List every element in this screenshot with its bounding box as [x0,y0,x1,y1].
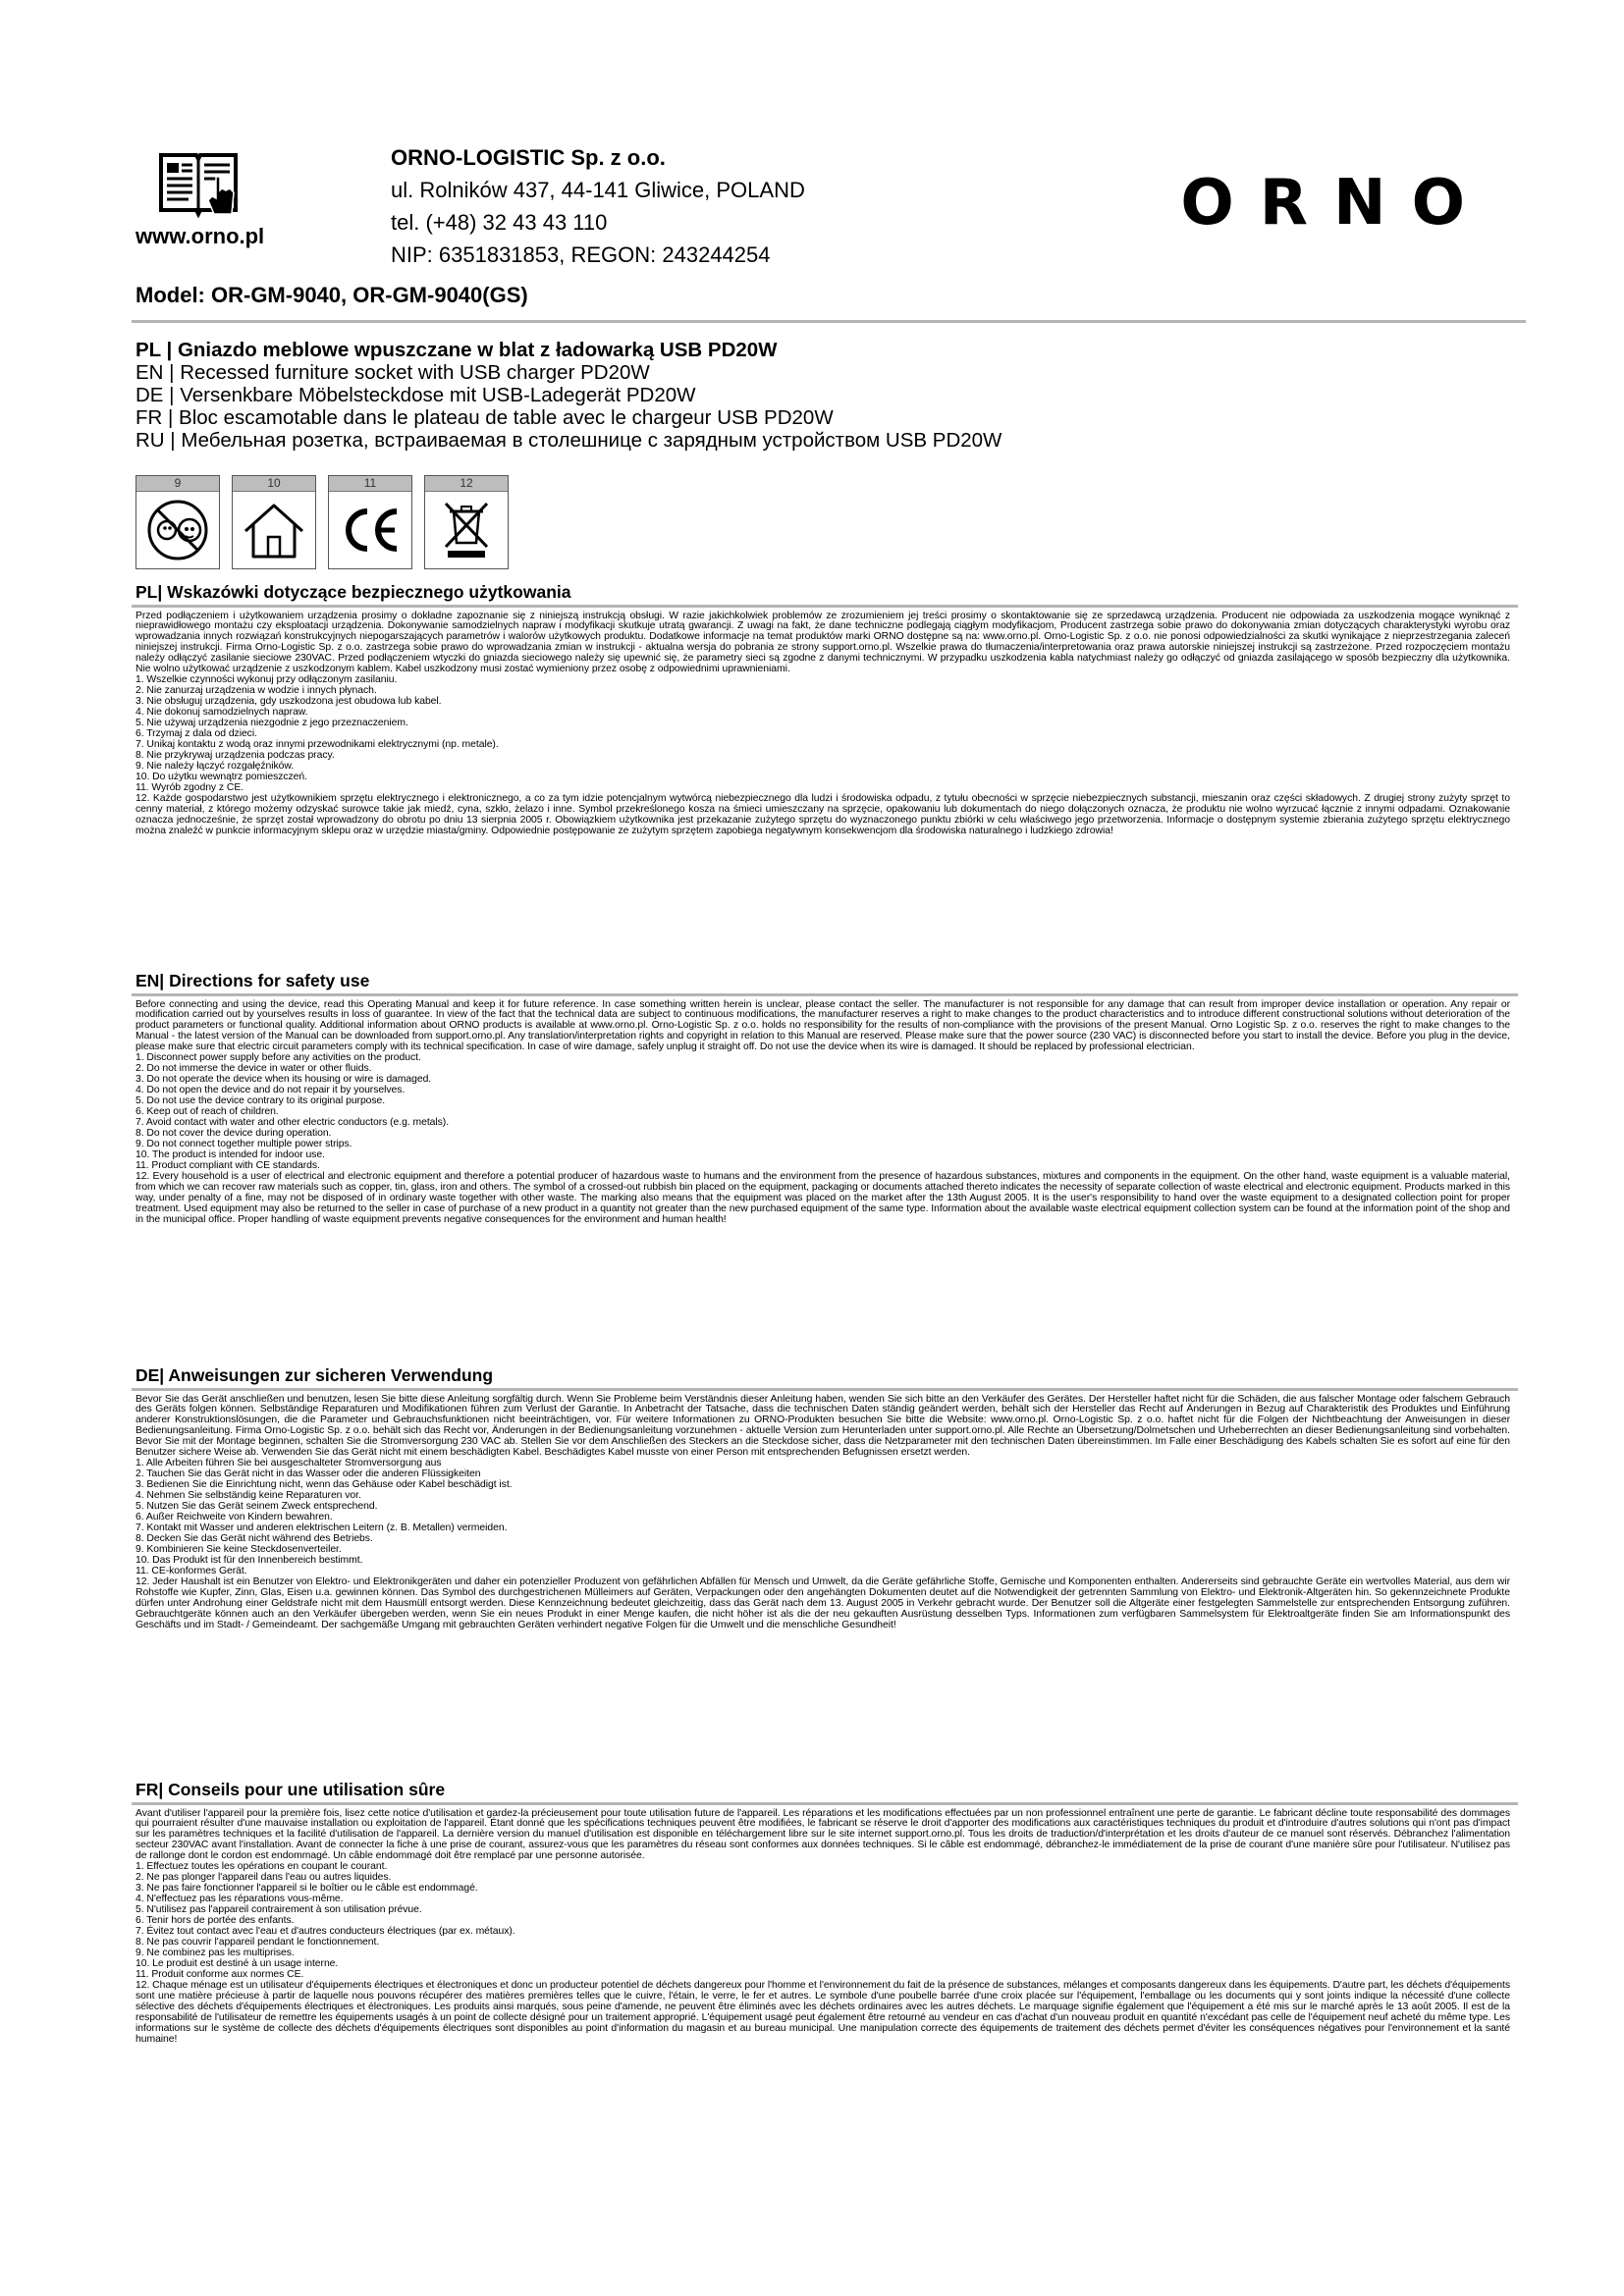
section-outro: 12. Każde gospodarstwo jest użytkownikiem sprzętu elektrycznego i elektronicznego, a co za tym idzie potencjalnym wytwórcą niebezpiecznego dla ludzi i środowiska odpadu, z tytułu obecności w sprzęcie niebezpiecznych substancji, mieszanin oraz części składowych. Z drugiej strony zużyty sprzęt to cenny materiał, z którego możemy odzyskać surowce takie jak miedź, cyna, szkło, żelazo i inne. Symbol przekreślonego kosza na śmieci umieszczany na sprzęcie, opakowaniu lub dokumentach do niego dołączonych oznacza, że produktu nie wolno wyrzucać łącznie z innymi odpadami. Oznakowanie oznacza jednocześnie, że sprzęt został wprowadzony do obrotu po dniu 13 sierpnia 2005 r. Obowiązkiem użytkownika jest przekazanie zużytego sprzętu do wyznaczonego punktu zbiórki w celu właściwego jego przetworzenia. Informacje o dostępnym systemie zbierania zużytego sprzętu elektrycznego można znaleźć w punkcie informacyjnym sklepu oraz w urzędzie miasta/gminy. Odpowiednie postępowanie ze zużytym sprzętem zapobiega negatywnym konsekwencjom dla środowiska naturalnego i ludzkiego zdrowia! [135,792,1510,836]
header [135,137,1490,265]
title-fr: FR | Bloc escamotable dans le plateau de table avec le chargeur USB PD20W [135,406,834,429]
pictogram-10 [232,475,316,569]
list-item: 7. Unikaj kontaktu z wodą oraz innymi przewodnikami elektrycznymi (np. metale). [135,738,499,750]
pictogram-number: 12 [425,476,508,492]
list-item: 7. Évitez tout contact avec l'eau et d'autres conducteurs électriques (par ex. métaux). [135,1925,515,1937]
company-info [391,141,805,271]
pictogram-12 [424,475,509,569]
section-de [135,1364,1510,1630]
list-item: 8. Nie przykrywaj urządzenia podczas pracy. [135,749,335,761]
children-prohibited-icon [143,498,212,562]
pictogram-number: 9 [136,476,219,492]
section-body [135,612,1510,837]
list-item: 1. Wszelkie czynności wykonuj przy odłączonym zasilaniu. [135,674,398,686]
list-item: 6. Trzymaj z dala od dzieci. [135,727,257,739]
divider [132,320,1526,323]
list-item: 1. Disconnect power supply before any activities on the product. [135,1052,421,1064]
list-item: 3. Bedienen Sie die Einrichtung nicht, wenn das Gehäuse oder Kabel beschädigt ist. [135,1479,513,1491]
pictogram-number: 11 [329,476,411,492]
list-item: 3. Ne pas faire fonctionner l'appareil si le boîtier ou le câble est endommagé. [135,1883,478,1895]
pictogram-9 [135,475,220,569]
section-pl [135,581,1510,837]
section-outro: 12. Jeder Haushalt ist ein Benutzer von Elektro- und Elektronikgeräten und daher ein potenzieller Produzent von gefährlichen Abfällen für Mensch und Umwelt, da die Geräte gefährliche Stoffe, Gemische und Komponenten enthalten. Andererseits sind gebrauchte Geräte ein wertvolles Material, aus dem wir Rohstoffe wie Kupfer, Zinn, Glas, Eisen u.a. gewinnen können. Das Symbol des durchgestrichenen Mülleimers auf Geräten, Verpackungen oder den angehängten Dokumenten deutet auf die Notwendigkeit der getrennten Sammlung von Elektro- und Elektronik-Altgeräten hin. So gekennzeichnete Produkte dürfen unter Androhung einer Geldstrafe nicht mit dem Hausmüll entsorgt werden. Diese Kennzeichnung bedeutet gleichzeitig, dass das Gerät nach dem 13. August 2005 in Verkehr gebracht wurde. Der Benutzer soll die Altgeräte einer festgelegten Sammelstelle zur entsprechenden Entsorgung zuführen. Gebrauchtgeräte können auch an den Verkäufer übergeben werden, wenn Sie ein neues Produkt in einer Menge kaufen, die nicht höher ist als die der neu gekauften Ausrüstung desselben Typs. Informationen zum verfügbaren Sammelsystem für Elektroaltgeräte finden Sie am Informationspunkt des Geschäfts und im Stadt- / Gemeindeamt. Der sachgemäße Umgang mit gebrauchten Geräten verhindert negative Folgen für die Umwelt und die menschliche Gesundheit! [135,1575,1510,1630]
list-item: 2. Tauchen Sie das Gerät nicht in das Wasser oder die anderen Flüssigkeiten [135,1468,481,1480]
list-item: 6. Keep out of reach of children. [135,1106,279,1118]
pictogram-11 [328,475,412,569]
crossed-bin-weee-icon [432,498,501,562]
list-item: 5. N'utilisez pas l'appareil contrairement à son utilisation prévue. [135,1904,422,1916]
section-heading: PL| Wskazówki dotyczące bezpiecznego użytkowania [135,582,571,602]
section-intro: Bevor Sie das Gerät anschließen und benutzen, lesen Sie bitte diese Anleitung sorgfältig durch. Wenn Sie Probleme beim Verständnis dieser Anleitung haben, wenden Sie sich bitte an den Verkäufer des Gerätes. Der Hersteller haftet nicht für die Schäden, die aus falscher Montage oder falschem Gebrauch des Geräts folgen können. Selbständige Reparaturen und Modifikationen führen zum Verlust der Garantie. In Anbetracht der Tatsache, dass die technischen Daten ständig geändert werden, behält sich der Hersteller das Recht auf Änderungen in Bezug auf Charakteristik des Produktes und Einführung anderer Konstruktionslösungen, die die Parameter und Gebrauchsfunktionen nicht beeinträchtigen, vor. Für weitere Informationen zu ORNO-Produkten besuchen Sie bitte die Website: www.orno.pl. Orno-Logistic Sp. z o.o. haftet nicht für die Folgen der Nichtbeachtung der Anweisungen in dieser Bedienungsanleitung. Firma Orno-Logistic Sp. z o.o. behält sich das Recht vor, Änderungen in der Bedienungsanleitung vorzunehmen - aktuelle Version zum Herunterladen unter support.orno.pl. Alle Rechte an Übersetzung/Dolmetschen und Urheberrechten an dieser Bedienungsanleitung sind vorbehalten. Bevor Sie mit der Montage beginnen, schalten Sie die Stromversorgung 230 VAC ab. Stellen Sie vor dem Anschließen des Steckers an die Steckdose sicher, dass die Netzparameter mit den technischen Daten übereinstimmen. Im Falle einer Beschädigung des Kabels schalten Sie es sofort auf eine für den Benutzer sichere Weise ab. Verwenden Sie das Gerät nicht mit einem beschädigten Kabel. Beschädigtes Kabel musste von einer Person mit entsprechenden Befugnissen ersetzt werden. [135,1393,1510,1459]
list-item: 7. Avoid contact with water and other electric conductors (e.g. metals). [135,1116,450,1128]
company-address: ul. Rolników 437, 44-141 Gliwice, POLAND [391,178,805,202]
section-outro: 12. Chaque ménage est un utilisateur d'équipements électriques et électroniques et donc un producteur potentiel de déchets dangereux pour l'homme et l'environnement du fait de la présence de substances, mélanges et composants dangereux dans les équipements. D'autre part, les déchets d'équipements sont une matière précieuse à partir de laquelle nous pouvons récupérer des matières premières telles que le cuivre, l'étain, le verre, le fer et autres. Le symbole d'une poubelle barrée d'une croix placée sur l'équipement, l'emballage ou les documents qui y sont joints indique la nécessité d'une collecte sélective des déchets d'équipements électriques et électroniques. Les produits ainsi marqués, sous peine d'amende, ne peuvent être éliminés avec les déchets ordinaires avec les autres déchets. Le marquage signifie également que l'équipement a été mis sur le marché après le 13 août 2005. Il est de la responsabilité de l'utilisateur de remettre les équipements usagés à un point de collecte désigné pour un traitement approprié. L'équipement usagé peut également être retourné au vendeur en cas d'achat d'un nouveau produit en quantité n'excédant pas celle de l'équipement neuf acheté du même type. Les informations sur le système de collecte des déchets d'équipements électriques sont disponibles au point d'information du magasin et au bureau municipal. Une manipulation correcte des équipements de traitement des déchets permet d'éviter les conséquences négatives pour l'environnement et la santé humaine! [135,1979,1510,2045]
list-item: 10. Do użytku wewnątrz pomieszczeń. [135,771,307,782]
section-intro: Avant d'utiliser l'appareil pour la première fois, lisez cette notice d'utilisation et gardez-la précieusement pour toute utilisation future de l'appareil. Les réparations et les modifications effectuées par un non professionnel entraînent une perte de garantie. Le fabricant décline toute responsabilité des dommages qui pourraient résulter d'une mauvaise installation ou exploitation de l'appareil. Étant donné que les spécifications techniques peuvent être modifiées, le fabricant se réserve le droit d'apporter des modifications aux caractéristiques techniques du produit et d'introduire d'autres solutions qui n'ont pas d'impact sur les paramètres techniques et la facilité d'utilisation de l'appareil. La dernière version du manuel d'utilisation est disponible en téléchargement libre sur le site internet support.orno.pl. Tous les droits de traduction/d'interprétation et les droits d'auteur de ce manuel sont réservés. Débranchez l'alimentation secteur 230VAC avant l'installation. Avant de connecter la fiche à une prise de courant, assurez-vous que les paramètres du réseau sont conformes aux données techniques. Si le câble est endommagé, débranchez-le immédiatement de la prise de courant d'une manière sûre pour l'utilisateur. N'utilisez pas de rallonge dont le cordon est endommagé. Un câble endommagé doit être remplacé par une personne autorisée. [135,1807,1510,1862]
section-en [135,970,1510,1226]
list-item: 1. Effectuez toutes les opérations en coupant le courant. [135,1861,388,1873]
section-intro: Before connecting and using the device, read this Operating Manual and keep it for future reference. In case something written herein is unclear, please contact the seller. The manufacturer is not responsible for any damage that can result from improper device installation or operation. Any repair or modification carried out by yourselves results in loss of guarantee. In view of the fact that the technical data are subject to continuous modifications, the manufacturer reserves a right to make changes to the product characteristics and to introduce different constructional solutions without deterioration of the product parameters or functional quality. Additional information about ORNO products is available at www.orno.pl. Orno-Logistic Sp. z o.o. holds no responsibility for the results of non-compliance with the provisions of the present Manual. Orno Logistic Sp. z o.o. reserves the right to make changes to the Manual - the latest version of the Manual can be downloaded from support.orno.pl. Any translation/interpretation rights and copyright in relation to this Manual are reserved. Please make sure that the power source (230 VAC) is disconnected before you start to install the device. Before you plug in the device, please make sure that electric circuit parameters comply with its technical specification. In case of wire damage, safely unplug it straight off. Do not use the device when its wire is damaged. It should be replaced by professional electrician. [135,998,1510,1053]
list-item: 3. Do not operate the device when its housing or wire is damaged. [135,1074,432,1086]
title-en: EN | Recessed furniture socket with USB charger PD20W [135,361,650,384]
list-item: 9. Ne combinez pas les multiprises. [135,1947,295,1958]
title-ru: RU | Мебельная розетка, встраиваемая в столешнице с зарядным устройством USB PD20W [135,429,1002,452]
section-body [135,1809,1510,2046]
ce-mark-icon [336,498,405,562]
list-item: 2. Nie zanurzaj urządzenia w wodzie i innych płynach. [135,685,377,697]
section-body [135,1000,1510,1226]
company-ids: NIP: 6351831853, REGON: 243244254 [391,242,771,267]
divider [132,605,1518,608]
section-heading: FR| Conseils pour une utilisation sûre [135,1780,446,1799]
list-item: 4. Do not open the device and do not repair it by yourselves. [135,1085,406,1096]
company-name: ORNO-LOGISTIC Sp. z o.o. [391,145,666,170]
list-item: 7. Kontakt mit Wasser und anderen elektrischen Leitern (z. B. Metallen) vermeiden. [135,1522,508,1533]
pictogram-number: 10 [233,476,315,492]
list-item: 5. Nie używaj urządzenia niezgodnie z jego przeznaczeniem. [135,718,408,729]
section-body [135,1395,1510,1631]
title-de: DE | Versenkbare Möbelsteckdose mit USB-Ladegerät PD20W [135,384,696,406]
list-item: 9. Kombinieren Sie keine Steckdosenverteiler. [135,1543,342,1555]
list-item: 10. Le produit est destiné à un usage interne. [135,1957,339,1969]
indoor-use-house-icon [240,498,308,562]
divider [132,1388,1518,1391]
manual-book-icon [159,149,238,220]
list-item: 4. Nie dokonuj samodzielnych napraw. [135,707,308,719]
divider [132,1802,1518,1805]
list-item: 4. N'effectuez pas les réparations vous-même. [135,1894,344,1905]
list-item: 2. Ne pas plonger l'appareil dans l'eau ou autres liquides. [135,1872,392,1884]
list-item: 9. Do not connect together multiple power strips. [135,1138,352,1149]
company-phone: tel. (+48) 32 43 43 110 [391,210,608,235]
divider [132,993,1518,996]
list-item: 3. Nie obsługuj urządzenia, gdy uszkodzona jest obudowa lub kabel. [135,696,442,708]
list-item: 6. Tenir hors de portée des enfants. [135,1915,295,1927]
title-pl: PL | Gniazdo meblowe wpuszczane w blat z ładowarką USB PD20W [135,339,778,361]
list-item: 10. Das Produkt ist für den Innenbereich bestimmt. [135,1554,363,1566]
list-item: 8. Decken Sie das Gerät nicht während des Betriebs. [135,1532,373,1544]
list-item: 4. Nehmen Sie selbständig keine Reparaturen vor. [135,1490,361,1502]
list-item: 5. Nutzen Sie das Gerät seinem Zweck entsprechend. [135,1501,378,1513]
list-item: 6. Außer Reichweite von Kindern bewahren. [135,1511,333,1522]
section-heading: DE| Anweisungen zur sicheren Verwendung [135,1365,494,1385]
list-item: 2. Do not immerse the device in water or other fluids. [135,1063,372,1075]
list-item: 5. Do not use the device contrary to its original purpose. [135,1095,386,1107]
list-item: 8. Ne pas couvrir l'appareil pendant le fonctionnement. [135,1936,380,1948]
list-item: 11. CE-konformes Gerät. [135,1565,247,1576]
section-intro: Przed podłączeniem i użytkowaniem urządzenia prosimy o dokładne zapoznanie się z niniejszą instrukcją obsługi. W razie jakichkolwiek problemów ze zrozumieniem jej treści prosimy o skontaktowanie się ze sprzedawcą urządzenia. Producent nie odpowiada za uszkodzenia mogące wyniknąć z nieprawidłowego montażu czy eksploatacji urządzenia. Dokonywanie samodzielnych napraw i modyfikacji skutkuje utratą gwarancji. Z uwagi na fakt, że dane techniczne podlegają ciągłym modyfikacjom, Producent zastrzega sobie prawo do dokonywania zmian dotyczących charakterystyki wyrobu oraz wprowadzania innych rozwiązań konstrukcyjnych niepogarszających parametrów i walorów użytkowych produktu. Dodatkowe informacje na temat produktów marki ORNO dostępne są na: www.orno.pl. Orno-Logistic Sp. z o.o. nie ponosi odpowiedzialności za skutki wynikające z nieprzestrzegania zaleceń niniejszej instrukcji. Firma Orno-Logistic Sp. z o.o. zastrzega sobie prawo do wprowadzania zmian w instrukcji - aktualna wersja do pobrania ze strony support.orno.pl. Wszelkie prawa do tłumaczenia/interpretowania oraz prawa autorskie niniejszej instrukcji są zastrzeżone. Przed rozpoczęciem montażu należy odłączyć zasilanie sieciowe 230VAC. Przed podłączeniem wtyczki do gniazda sieciowego należy się upewnić się, że parametry sieci są zgodne z danymi technicznymi. W przypadku uszkodzenia kabla natychmiast należy go odłączyć od gniazda zasilającego w sposób bezpieczny dla użytkownika. Nie wolno użytkować urządzenie z uszkodzonym kablem. Kabel uszkodzony musi zostać wymieniony przez osobę z odpowiednimi uprawnieniami. [135,610,1510,675]
section-heading: EN| Directions for safety use [135,971,370,990]
website-label: www.orno.pl [135,224,265,248]
list-item: 11. Produit conforme aux normes CE. [135,1968,304,1980]
product-titles [135,339,1001,452]
section-outro: 12. Every household is a user of electrical and electronic equipment and therefore a potential producer of hazardous waste to humans and the environment from the presence of hazardous substances, mixtures and components in the equipment. On the other hand, waste equipment is a valuable material, from which we can recover raw materials such as copper, tin, glass, iron and others. The symbol of a crossed-out rubbish bin placed on the equipment, packaging or documents attached thereto indicates the necessity of separate collection of waste electrical and electronic equipment. Products marked in this way, under penalty of a fine, may not be disposed of in ordinary waste together with other waste. The marking also means that the equipment was placed on the market after the 13th August 2005. It is the user's responsibility to hand over the waste equipment to a designated collection point for proper treatment. Used equipment may also be returned to the seller in case of purchase of a new product in a quantity not greater than the new purchased equipment of the same type. Information about the available waste electrical equipment collection system can be found at the information point of the shop and in the municipal office. Proper handling of waste equipment prevents negative consequences for the environment and human health! [135,1170,1510,1225]
orno-logo: ORNO [1180,167,1490,240]
list-item: 10. The product is intended for indoor use. [135,1148,325,1160]
list-item: 11. Wyrób zgodny z CE. [135,781,244,793]
section-fr [135,1779,1510,2045]
list-item: 11. Product compliant with CE standards. [135,1159,320,1171]
list-item: 8. Do not cover the device during operation. [135,1127,332,1139]
list-item: 9. Nie należy łączyć rozgałęźników. [135,760,295,772]
list-item: 1. Alle Arbeiten führen Sie bei ausgeschalteter Stromversorgung aus [135,1458,442,1469]
model-title: Model: OR-GM-9040, OR-GM-9040(GS) [135,283,528,307]
